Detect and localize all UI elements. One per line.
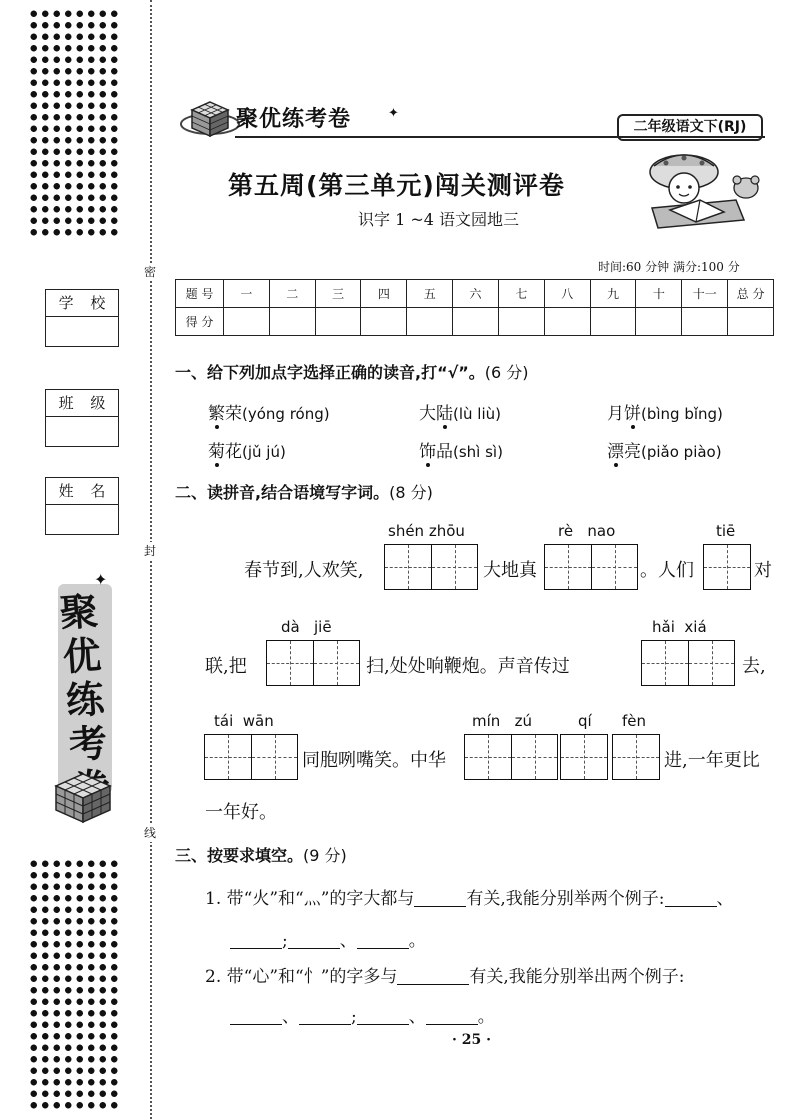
q1-title: 一、给下列加点字选择正确的读音,打“√”。(6 分) <box>175 363 529 382</box>
passage-text: 。人们 <box>640 560 694 581</box>
side-logo-text: 聚优练考卷 <box>58 588 109 768</box>
page-title: 第五周(第三单元)闯关测评卷 <box>228 171 565 200</box>
answer-blank[interactable] <box>299 1007 351 1025</box>
score-header-cell: 三 <box>315 280 361 308</box>
class-field[interactable] <box>45 389 119 447</box>
seal-char-mi: 密 <box>141 263 159 281</box>
score-cell[interactable] <box>498 308 544 336</box>
score-header-cell: 四 <box>361 280 407 308</box>
name-field[interactable] <box>45 477 119 535</box>
passage-text: 春节到,人欢笑, <box>244 560 364 581</box>
grade-badge: 二年级语文下(RJ) <box>617 114 763 141</box>
score-table-score-row <box>176 308 774 336</box>
star-icon: ✦ <box>388 106 399 121</box>
score-cell[interactable] <box>315 308 361 336</box>
writing-grid[interactable] <box>703 544 751 590</box>
pinyin-label: rè nao <box>558 522 616 540</box>
pronunciation-item[interactable]: 繁荣(yóng róng) <box>208 399 330 424</box>
score-header-cell: 一 <box>224 280 270 308</box>
star-icon: ✦ <box>94 570 108 589</box>
brand-name: 聚优练考卷 <box>236 107 352 132</box>
seal-char-xian: 线 <box>141 824 159 842</box>
score-cell[interactable] <box>544 308 590 336</box>
answer-blank[interactable] <box>414 889 466 907</box>
school-field[interactable] <box>45 289 119 347</box>
passage-text: 大地真 <box>483 560 537 581</box>
pinyin-label: shén zhōu <box>388 522 465 540</box>
pinyin-label: fèn <box>622 712 647 730</box>
side-brand-logo <box>30 562 130 832</box>
pronunciation-item[interactable]: 月饼(bìng bǐng) <box>607 399 723 424</box>
writing-grid[interactable] <box>641 640 735 686</box>
pinyin-label: tiē <box>716 522 736 540</box>
score-header-cell: 十一 <box>682 280 728 308</box>
score-cell[interactable] <box>682 308 728 336</box>
passage-text: 同胞咧嘴笑。中华 <box>302 750 446 771</box>
pinyin-label: qí <box>578 712 592 730</box>
passage-text: 扫,处处响鞭炮。声音传过 <box>366 656 570 677</box>
score-header-cell: 五 <box>407 280 453 308</box>
writing-grid[interactable] <box>266 640 360 686</box>
writing-grid[interactable] <box>612 734 660 780</box>
answer-blank[interactable] <box>397 967 469 985</box>
answer-blank[interactable] <box>357 1007 409 1025</box>
score-cell[interactable] <box>407 308 453 336</box>
q3-item-2-cont: 、 ; 、 。 <box>230 1002 495 1027</box>
score-header-cell: 十 <box>636 280 682 308</box>
q3-title: 三、按要求填空。(9 分) <box>175 846 347 865</box>
score-table <box>175 279 774 336</box>
writing-grid[interactable] <box>544 544 638 590</box>
reading-girl-illustration <box>640 150 765 235</box>
decorative-dot-grid-bottom <box>28 858 122 1110</box>
passage-text: 联,把 <box>205 656 247 677</box>
score-cell[interactable] <box>636 308 682 336</box>
pronunciation-item[interactable]: 饰品(shì sì) <box>419 437 503 462</box>
pinyin-label: mín zú <box>472 712 532 730</box>
answer-blank[interactable] <box>288 931 340 949</box>
rubik-cube-icon <box>180 98 240 142</box>
writing-grid[interactable] <box>464 734 558 780</box>
pinyin-label: hǎi xiá <box>652 618 707 636</box>
pinyin-label: tái wān <box>214 712 274 730</box>
pronunciation-item[interactable]: 大陆(lù liù) <box>419 399 501 424</box>
decorative-dot-grid-top <box>28 8 122 236</box>
page-number: · 25 · <box>452 1032 491 1048</box>
answer-blank[interactable] <box>665 889 717 907</box>
q1-points: (6 分) <box>484 363 529 382</box>
score-header-cell: 二 <box>269 280 315 308</box>
writing-grid[interactable] <box>384 544 478 590</box>
passage-text: 进,一年更比 <box>664 750 760 771</box>
pronunciation-item[interactable]: 菊花(jǔ jú) <box>208 437 286 462</box>
school-label: 学 校 <box>46 290 118 317</box>
time-and-score-info: 时间:60 分钟 满分:100 分 <box>598 260 740 274</box>
q3-item-2: 2. 带“心”和“忄”的字多与 有关,我能分别举出两个例子: <box>205 967 685 987</box>
score-header-cell: 题 号 <box>176 280 224 308</box>
pinyin-label: dà jiē <box>281 618 332 636</box>
passage-text: 对 <box>754 560 772 581</box>
score-header-cell: 八 <box>544 280 590 308</box>
score-row-label: 得 分 <box>176 308 224 336</box>
score-cell[interactable] <box>728 308 774 336</box>
score-cell[interactable] <box>361 308 407 336</box>
score-header-cell: 七 <box>498 280 544 308</box>
pronunciation-item[interactable]: 漂亮(piǎo piào) <box>607 437 722 462</box>
answer-blank[interactable] <box>230 931 282 949</box>
q3-item-1-cont: ; 、 。 <box>230 926 426 951</box>
answer-blank[interactable] <box>426 1007 478 1025</box>
rubik-cube-icon <box>54 772 112 824</box>
score-cell[interactable] <box>269 308 315 336</box>
q3-points: (9 分) <box>303 846 347 865</box>
q2-points: (8 分) <box>389 483 433 502</box>
score-header-cell: 六 <box>453 280 499 308</box>
score-cell[interactable] <box>224 308 270 336</box>
passage-text: 去, <box>742 656 766 677</box>
name-label: 姓 名 <box>46 478 118 505</box>
class-label: 班 级 <box>46 390 118 417</box>
answer-blank[interactable] <box>230 1007 282 1025</box>
passage-text: 一年好。 <box>205 802 277 823</box>
score-header-cell: 总 分 <box>728 280 774 308</box>
writing-grid[interactable] <box>204 734 298 780</box>
seal-char-feng: 封 <box>141 542 159 560</box>
answer-blank[interactable] <box>357 931 409 949</box>
q2-title: 二、读拼音,结合语境写字词。(8 分) <box>175 483 433 502</box>
q3-item-1: 1. 带“火”和“灬”的字大都与 有关,我能分别举两个例子: 、 <box>205 889 734 909</box>
score-cell[interactable] <box>590 308 636 336</box>
score-header-cell: 九 <box>590 280 636 308</box>
writing-grid[interactable] <box>560 734 608 780</box>
page-subtitle: 识字 1 ~4 语文园地三 <box>358 210 520 229</box>
score-table-header-row <box>176 280 774 308</box>
score-cell[interactable] <box>453 308 499 336</box>
